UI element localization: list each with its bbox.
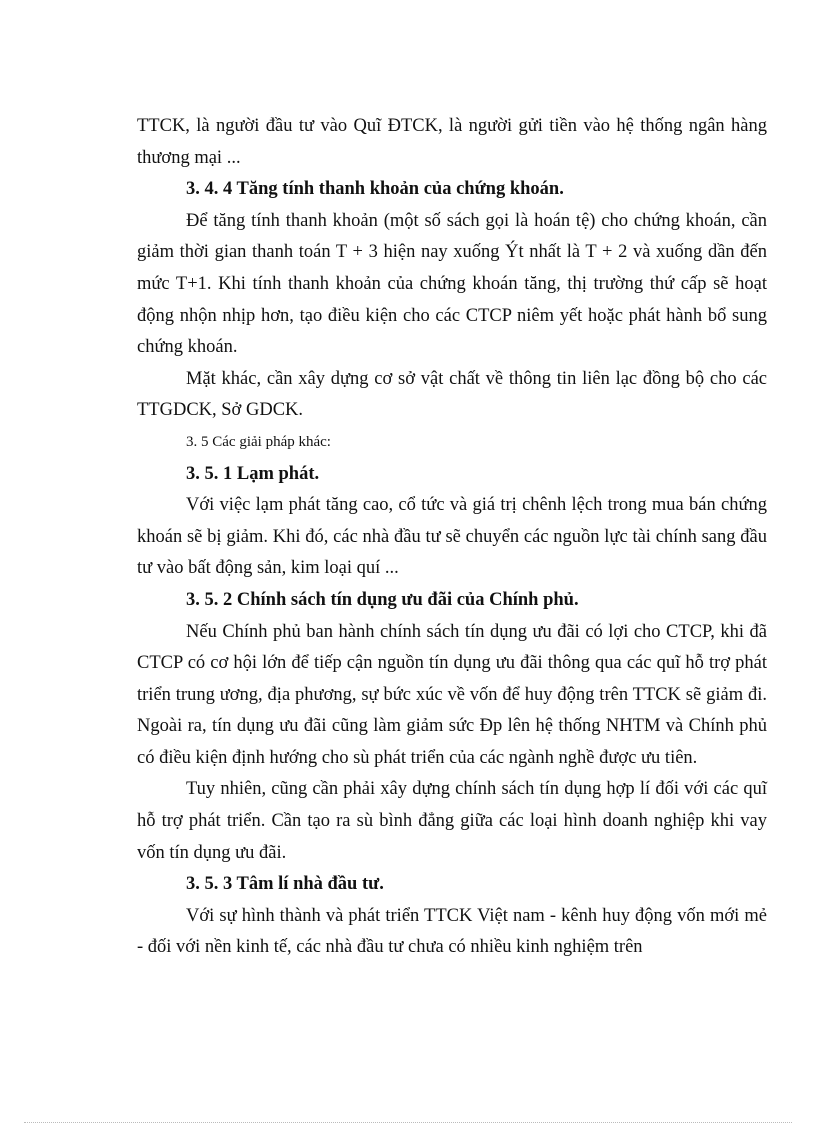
page-body (137, 111, 767, 964)
paragraph-credit-policy: Nếu Chính phủ ban hành chính sách tín dụng ưu đãi có lợi cho CTCP, khi đã CTCP có cơ hội lớn để tiếp cận nguồn tín dụng ưu đãi thông qua các quĩ hỗ trợ phát triển trung ương, địa phương, sự bức xúc về vốn để huy động trên TTCK sẽ giảm đi. Ngoài ra, tín dụng ưu đãi cũng làm giảm sức Đp lên hệ thống NHTM và Chính phủ có điều kiện định hướng cho sù phát triển của các ngành nghề được ưu tiên. (137, 621, 767, 768)
paragraph-liquidity: Để tăng tính thanh khoản (một số sách gọi là hoán tệ) cho chứng khoán, cần giảm thời gian thanh toán T + 3 hiện nay xuống Ýt nhất là T + 2 và xuống dần đến mức T+1. Khi tính thanh khoản của chứng khoán tăng, thị trường thứ cấp sẽ hoạt động nhộn nhịp hơn, tạo điều kiện cho các CTCP niêm yết hoặc phát hành bổ sung chứng khoán. (137, 210, 767, 358)
paragraph-credit-caveat: Tuy nhiên, cũng cần phải xây dựng chính sách tín dụng hợp lí đối với các quĩ hỗ trợ phát triển. Cần tạo ra sù bình đẳng giữa các loại hình doanh nghiệp khi vay vốn tín dụng ưu đãi. (137, 779, 767, 863)
section-heading-3-5-1: 3. 5. 1 Lạm phát. (186, 463, 320, 484)
section-heading-3-5-3: 3. 5. 3 Tâm lí nhà đầu tư. (186, 874, 384, 895)
section-heading-3-5-2: 3. 5. 2 Chính sách tín dụng ưu đãi của Chính phủ. (186, 589, 579, 610)
section-heading-3-4-4: 3. 4. 4 Tăng tính thanh khoản của chứng khoán. (186, 179, 564, 200)
section-heading-3-5: 3. 5 Các giải pháp khác: (186, 433, 331, 450)
paragraph-inflation: Với việc lạm phát tăng cao, cổ tức và giá trị chênh lệch trong mua bán chứng khoán sẽ bị giảm. Khi đó, các nhà đầu tư sẽ chuyển các nguồn lực tài chính sang đầu tư vào bất động sản, kim loại quí ... (137, 495, 767, 579)
paragraph-investor-psychology: Với sự hình thành và phát triển TTCK Việt nam - kênh huy động vốn mới mẻ - đối với nền kinh tế, các nhà đầu tư chưa có nhiều kinh nghiệm trên (137, 905, 767, 958)
paragraph-infrastructure: Mặt khác, cần xây dựng cơ sở vật chất về thông tin liên lạc đồng bộ cho các TTGDCK, Sở GDCK. (137, 368, 767, 421)
paragraph-continuation: TTCK, là người đầu tư vào Quĩ ĐTCK, là người gửi tiền vào hệ thống ngân hàng thương mại ... (137, 116, 767, 168)
